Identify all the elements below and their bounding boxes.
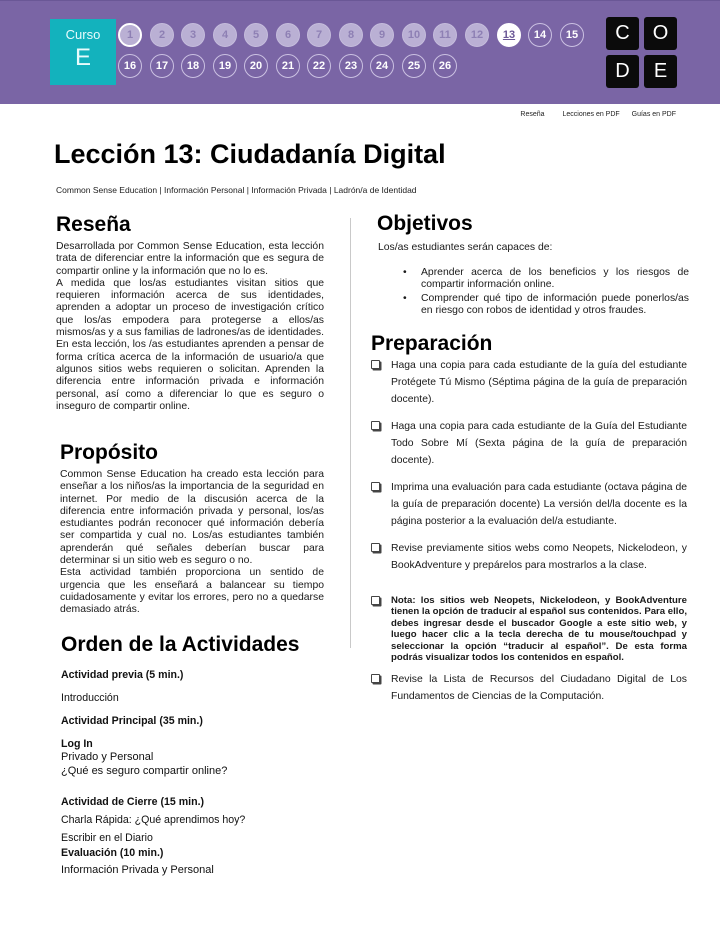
activity-info-privada: Información Privada y Personal	[61, 864, 214, 876]
lesson-9-button[interactable]: 9	[370, 23, 394, 47]
activity-intro: Introducción	[61, 692, 119, 704]
lesson-7-button[interactable]: 7	[307, 23, 331, 47]
checkbox-icon[interactable]	[371, 674, 380, 683]
activity-que-es-seguro: ¿Qué es seguro compartir online?	[61, 765, 228, 777]
lesson-2-button[interactable]: 2	[150, 23, 174, 47]
checkbox-icon[interactable]	[371, 360, 380, 369]
activity-privado-personal: Privado y Personal	[61, 751, 154, 763]
bullet-icon: •	[403, 267, 407, 278]
resena-section	[56, 213, 324, 413]
lesson-22-button[interactable]: 22	[307, 54, 331, 78]
lesson-19-button[interactable]: 19	[213, 54, 237, 78]
code-org-logo[interactable]	[606, 17, 678, 89]
lesson-3-button[interactable]: 3	[181, 23, 205, 47]
column-divider	[350, 218, 351, 648]
activity-login: Log In	[61, 738, 93, 750]
course-letter: E	[74, 44, 91, 71]
activity-cierre: Actividad de Cierre (15 min.)	[61, 796, 205, 808]
prep-item: Revise la Lista de Recursos del Ciudadano Digital de Los Fundamentos de Ciencias de la Computación.	[371, 671, 687, 705]
lesson-13-button-current[interactable]: 13	[497, 23, 521, 47]
lesson-17-button[interactable]: 17	[150, 54, 174, 78]
resena-paragraph-2: A medida que los/as estudiantes visitan sitios que requieren información acerca de sus identidades, aprenden a adoptar un proceso de investigación crítico que los/as empodera para protegerse a ellos/as mismos/as y a sus familias de ladrones/as de identidades. En esta lección, los /as estudiantes aprenden a pensar de forma crítica acerca de la información de usuario/a que algunos sitios webs requieren o solicitan. Aprenden la diferencia entre información privada e información personal, así como a diferenciar lo que es seguro o inseguro de compartir online.	[56, 277, 324, 412]
resena-heading: Reseña	[56, 213, 131, 236]
lesson-12-button[interactable]: 12	[465, 23, 489, 47]
activity-principal: Actividad Principal (35 min.)	[61, 715, 203, 727]
logo-tile-c: C	[606, 17, 639, 50]
lesson-4-button[interactable]: 4	[213, 23, 237, 47]
logo-tile-e: E	[644, 55, 677, 88]
prep-item: Revise previamente sitios webs como Neopets, Nickelodeon, y BookAdventure y prepárelos para mostrarlos a la clase.	[371, 540, 687, 574]
prep-item: Imprima una evaluación para cada estudiante (octava página de la guía de preparación docente) La versión del/la docente es la página posterior a la evaluación del/a estudiante.	[371, 479, 687, 530]
lesson-11-button[interactable]: 11	[433, 23, 457, 47]
prep-item: Haga una copia para cada estudiante de la guía del estudiante Protégete Tú Mismo (Séptima página de la guía de preparación docente).	[371, 357, 687, 408]
link-lecciones-pdf[interactable]: Lecciones en PDF	[562, 111, 620, 118]
objetivos-intro: Los/as estudiantes serán capaces de:	[378, 242, 553, 253]
lesson-21-button[interactable]: 21	[276, 54, 300, 78]
checkbox-icon[interactable]	[371, 482, 380, 491]
checkbox-icon[interactable]	[371, 543, 380, 552]
lesson-1-button[interactable]: 1	[118, 23, 142, 47]
lesson-6-button[interactable]: 6	[276, 23, 300, 47]
checkbox-icon[interactable]	[371, 421, 380, 430]
lesson-25-button[interactable]: 25	[402, 54, 426, 78]
lesson-15-button[interactable]: 15	[560, 23, 584, 47]
lesson-8-button[interactable]: 8	[339, 23, 363, 47]
activity-evaluacion: Evaluación (10 min.)	[61, 847, 164, 859]
link-guias-pdf[interactable]: Guías en PDF	[631, 111, 676, 118]
lesson-26-button[interactable]: 26	[433, 54, 457, 78]
activity-previa: Actividad previa (5 min.)	[61, 669, 184, 681]
course-banner	[0, 0, 720, 104]
top-links	[504, 111, 676, 118]
proposito-paragraph-1: Common Sense Education ha creado esta lección para enseñar a los niños/as la importancia de la seguridad en internet. Por medio de la discusión acerca de la diferencia entre información privada y personal, los/as estudiantes podrán reconocer qué información debería ser compartida y cual no. Los/as estudiantes también aprenderán qué señales deberían buscar para determinar si un sitio web es seguro o no.	[60, 469, 324, 567]
checkbox-icon[interactable]	[371, 596, 380, 605]
lesson-20-button[interactable]: 20	[244, 54, 268, 78]
resena-paragraph-1: Desarrollada por Common Sense Education, esta lección trata de diferenciar entre la información que es segura de compartir online y la información que no lo es.	[56, 241, 324, 277]
lesson-10-button[interactable]: 10	[402, 23, 426, 47]
logo-tile-o: O	[644, 17, 677, 50]
proposito-heading: Propósito	[60, 441, 158, 464]
preparacion-heading: Preparación	[371, 332, 493, 355]
proposito-section	[60, 441, 324, 617]
objetivos-section	[377, 212, 689, 319]
link-resena[interactable]: Reseña	[520, 111, 545, 118]
activity-charla: Charla Rápida: ¿Qué aprendimos hoy?	[61, 814, 246, 826]
objetivo-item: • Aprender acerca de los beneficios y los riesgos de compartir información online.	[403, 267, 689, 290]
lesson-5-button[interactable]: 5	[244, 23, 268, 47]
logo-tile-d: D	[606, 55, 639, 88]
objetivos-list	[377, 267, 689, 317]
orden-heading: Orden de la Actividades	[61, 633, 300, 656]
lesson-23-button[interactable]: 23	[339, 54, 363, 78]
course-label: Curso	[65, 27, 101, 42]
page-title: Lección 13: Ciudadanía Digital	[54, 139, 446, 169]
bullet-icon: •	[403, 293, 407, 304]
course-badge[interactable]	[50, 19, 116, 85]
prep-item-note: Nota: los sitios web Neopets, Nickelodeon, y BookAdventure tienen la opción de traducir al español sus contenidos. Para ello, debes ingresar desde el buscador Google a este sitio web, y luego hacer clic a la tecla derecha de tu mouse/touchpad y seleccionar la opción “traducir al español”. De esta forma podrás visualizar todos los contenidos en español.	[371, 595, 687, 663]
lesson-16-button[interactable]: 16	[118, 54, 142, 78]
objetivo-item: • Comprender qué tipo de información puede ponerlos/as en riesgo con robos de identidad y otros fraudes.	[403, 293, 689, 316]
activity-diario: Escribir en el Diario	[61, 832, 153, 844]
lesson-24-button[interactable]: 24	[370, 54, 394, 78]
lesson-14-button[interactable]: 14	[528, 23, 552, 47]
objetivos-heading: Objetivos	[377, 212, 473, 235]
lesson-tags: Common Sense Education | Información Personal | Información Privada | Ladrón/a de Identidad	[56, 185, 417, 195]
proposito-paragraph-2: Esta actividad también proporciona un sentido de urgencia que les enseñará a balancear su tiempo cuidadosamente y evitar los errores, pero no a quedarse demasiado atrás.	[60, 567, 324, 616]
lesson-18-button[interactable]: 18	[181, 54, 205, 78]
prep-item: Haga una copia para cada estudiante de la Guía del Estudiante Todo Sobre Mí (Sexta página de la guía de preparación docente).	[371, 418, 687, 469]
